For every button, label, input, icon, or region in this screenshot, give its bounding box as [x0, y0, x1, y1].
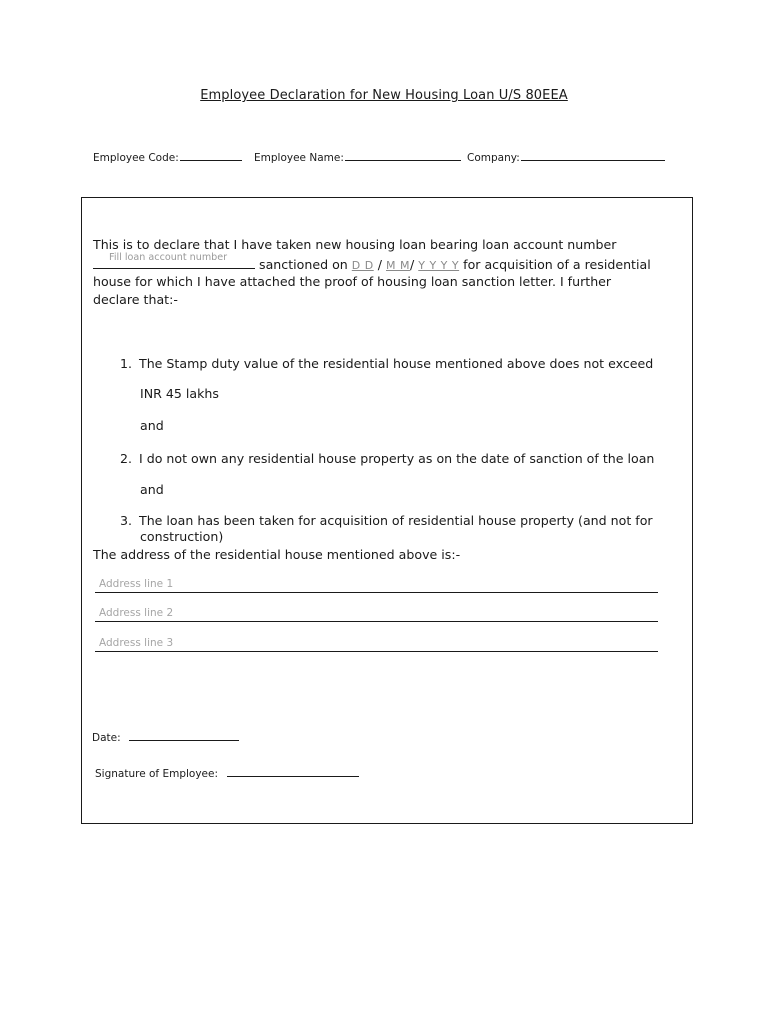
list-item-3-continuation: construction) — [140, 529, 224, 544]
date-day-input[interactable]: D D — [351, 259, 374, 272]
date-slash-2: / — [409, 257, 415, 272]
signature-field[interactable] — [227, 764, 359, 777]
list-item-1-text: The Stamp duty value of the residential house mentioned above does not exceed — [139, 356, 654, 371]
employee-name-group — [254, 148, 461, 164]
sanctioned-on-label: sanctioned on — [259, 257, 348, 272]
employee-code-field[interactable] — [180, 148, 242, 161]
list-item-2-text: I do not own any residential house property as on the date of sanction of the loan — [139, 451, 655, 466]
loan-account-number-input[interactable] — [93, 252, 255, 269]
list-item-2-number: 2. — [119, 451, 132, 466]
and-label-2: and — [140, 482, 164, 497]
employee-code-group — [93, 148, 242, 164]
company-field[interactable] — [521, 148, 665, 161]
list-item-1 — [110, 356, 653, 371]
list-item-2 — [110, 451, 654, 466]
date-year-input[interactable]: Y Y Y Y — [418, 259, 460, 272]
company-label: Company: — [467, 152, 520, 164]
employee-name-label: Employee Name: — [254, 152, 344, 164]
employee-name-field[interactable] — [345, 148, 461, 161]
list-item-1-continuation: INR 45 lakhs — [140, 386, 219, 401]
address-line-2-placeholder: Address line 2 — [99, 607, 174, 619]
date-label: Date: — [92, 732, 121, 744]
address-line-1-placeholder: Address line 1 — [99, 578, 174, 590]
employee-code-label: Employee Code: — [93, 152, 179, 164]
declaration-intro: This is to declare that I have taken new housing loan bearing loan account number — [93, 237, 617, 252]
declaration-line-4: declare that:- — [93, 292, 178, 307]
list-item-1-number: 1. — [119, 356, 132, 371]
address-line-3-input[interactable] — [95, 635, 658, 652]
declaration-line-3: house for which I have attached the proof of housing loan sanction letter. I further — [93, 274, 612, 289]
date-slash-1: / — [377, 257, 382, 272]
address-line-1-input[interactable] — [95, 576, 658, 593]
page-title: Employee Declaration for New Housing Loan U/S 80EEA — [200, 88, 568, 103]
declaration-line-2-rest: for acquisition of a residential — [463, 257, 651, 272]
signature-label: Signature of Employee: — [95, 768, 218, 780]
and-label-1: and — [140, 418, 164, 433]
signature-group — [95, 764, 359, 780]
date-group — [92, 728, 239, 744]
address-line-2-input[interactable] — [95, 605, 658, 622]
company-group — [467, 148, 665, 164]
loan-account-placeholder: Fill loan account number — [109, 252, 228, 263]
address-intro: The address of the residential house mentioned above is:- — [93, 547, 461, 562]
list-item-3-number: 3. — [119, 513, 132, 528]
date-month-input[interactable]: M M — [386, 259, 410, 272]
list-item-3-text: The loan has been taken for acquisition of residential house property (and not for — [139, 513, 653, 528]
list-item-3 — [110, 513, 653, 528]
date-field[interactable] — [129, 728, 239, 741]
address-line-3-placeholder: Address line 3 — [99, 637, 174, 649]
